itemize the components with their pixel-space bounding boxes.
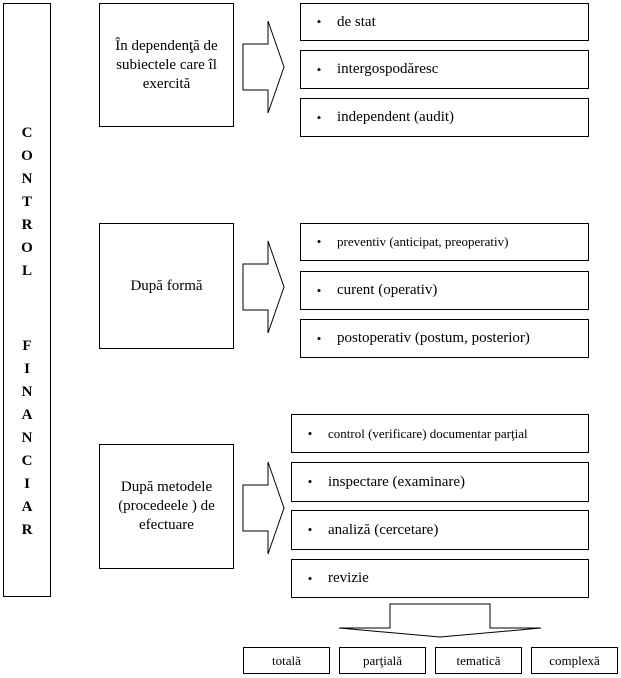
letter: C — [21, 125, 33, 141]
list-item — [300, 50, 589, 89]
list-item — [300, 271, 589, 310]
bullet-icon: • — [316, 14, 322, 29]
category-box-methods — [99, 444, 234, 569]
letter: N — [21, 430, 33, 446]
bullet-icon: • — [307, 570, 313, 586]
item-label: postoperativ (postum, posterior) — [337, 330, 530, 346]
category-box-subjects — [99, 3, 234, 127]
item-label: analiză (cercetare) — [328, 521, 439, 538]
letter: O — [21, 148, 33, 164]
letter: O — [21, 240, 33, 256]
category-box-form — [99, 223, 234, 349]
item-label: control (verificare) documentar parţial — [328, 425, 528, 441]
bottom-item — [531, 647, 618, 674]
category-label: În dependenţă de subiectele care îl exercită — [115, 37, 218, 92]
bottom-item-label: tematică — [456, 652, 501, 668]
vertical-title-bar — [3, 3, 51, 597]
item-label: inspectare (examinare) — [328, 473, 465, 490]
item-label: preventiv (anticipat, preoperativ) — [337, 234, 509, 249]
letter: T — [21, 194, 32, 210]
letter: I — [24, 361, 30, 377]
list-item — [300, 98, 589, 137]
bottom-item — [435, 647, 522, 674]
letter: R — [21, 217, 33, 233]
vertical-word-financiar — [4, 335, 50, 542]
letter: A — [21, 499, 33, 515]
bullet-icon: • — [316, 234, 322, 249]
bullet-icon: • — [307, 474, 313, 489]
arrow-down-icon — [338, 604, 542, 638]
list-item — [300, 319, 589, 358]
bullet-icon: • — [307, 425, 313, 441]
bullet-icon: • — [307, 522, 313, 537]
bottom-item-label: parţială — [363, 652, 402, 668]
bullet-icon: • — [316, 330, 322, 346]
bullet-icon: • — [316, 109, 322, 125]
letter: L — [21, 263, 32, 279]
letter: N — [21, 171, 33, 187]
item-label: intergospodăresc — [337, 61, 439, 77]
bottom-item-label: complexă — [549, 652, 600, 668]
vertical-word-control — [4, 122, 50, 283]
list-item — [291, 414, 589, 453]
item-label: curent (operativ) — [337, 282, 438, 298]
arrow-right-icon — [243, 241, 285, 333]
bullet-icon: • — [316, 282, 322, 298]
item-label: independent (audit) — [337, 109, 455, 125]
category-label: După metodele (procedeele ) de efectuare — [118, 479, 215, 533]
letter: C — [21, 453, 33, 469]
list-item — [291, 462, 589, 502]
letter: F — [22, 338, 32, 354]
list-item — [300, 223, 589, 261]
letter: N — [21, 384, 33, 400]
list-item — [291, 559, 589, 598]
list-item — [291, 510, 589, 550]
item-label: revizie — [328, 570, 369, 586]
letter: A — [21, 407, 33, 423]
arrow-right-icon — [243, 462, 285, 554]
bullet-icon: • — [316, 61, 322, 77]
bottom-item — [339, 647, 426, 674]
bottom-item-label: totală — [272, 652, 301, 668]
list-item — [300, 3, 589, 41]
arrow-right-icon — [243, 21, 285, 113]
bottom-item — [243, 647, 330, 674]
item-label: de stat — [337, 13, 376, 30]
letter: I — [24, 476, 30, 492]
letter: R — [21, 522, 33, 538]
category-label: După formă — [130, 277, 203, 294]
